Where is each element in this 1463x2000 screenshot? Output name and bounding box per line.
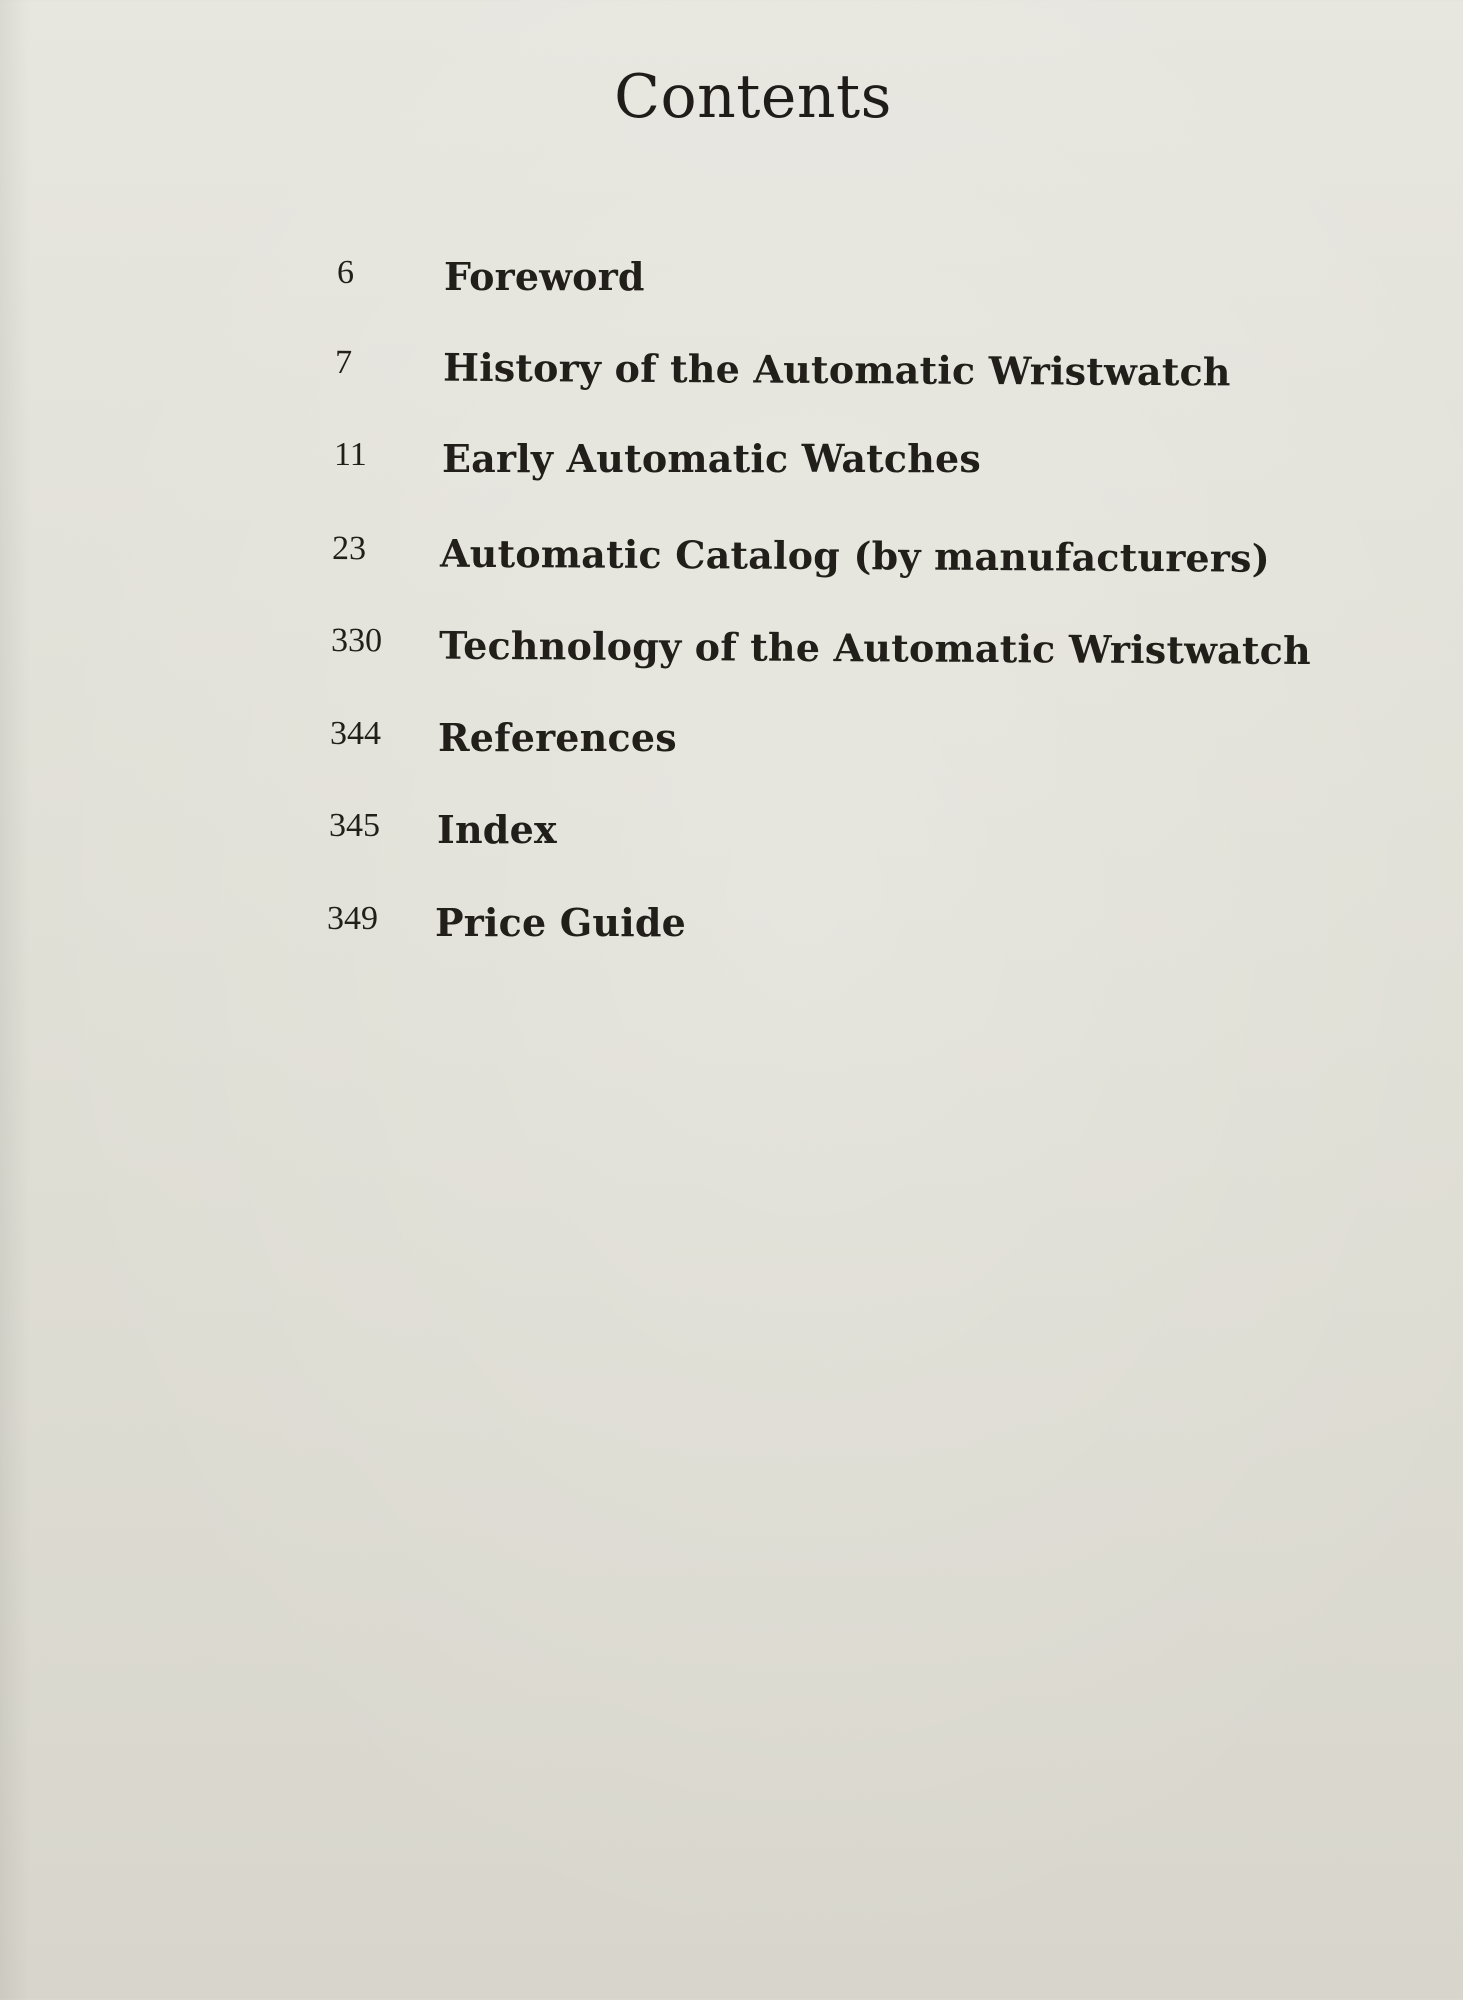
toc-page-number: 11 (334, 436, 367, 473)
toc-entry-label: History of the Automatic Wristwatch (442, 344, 1231, 395)
toc-page-number: 23 (331, 530, 367, 568)
toc-page-number: 7 (334, 344, 353, 382)
toc-page-number: 344 (330, 715, 381, 752)
toc-page-number: 330 (330, 622, 383, 660)
toc-entry-label: Early Automatic Watches (442, 436, 982, 481)
toc-entry-label: Technology of the Automatic Wristwatch (438, 622, 1311, 673)
toc-entry-label: Index (437, 807, 557, 852)
toc-entry-label: References (438, 715, 677, 760)
toc-entry-label: Foreword (444, 254, 645, 299)
toc-page-number: 6 (337, 254, 354, 291)
toc-page-number: 349 (327, 900, 378, 937)
toc-entry-label: Automatic Catalog (by manufacturers) (439, 530, 1271, 581)
toc-page-number: 345 (329, 807, 380, 844)
toc-entry-label: Price Guide (435, 900, 687, 945)
page-title: Contents (614, 62, 892, 132)
